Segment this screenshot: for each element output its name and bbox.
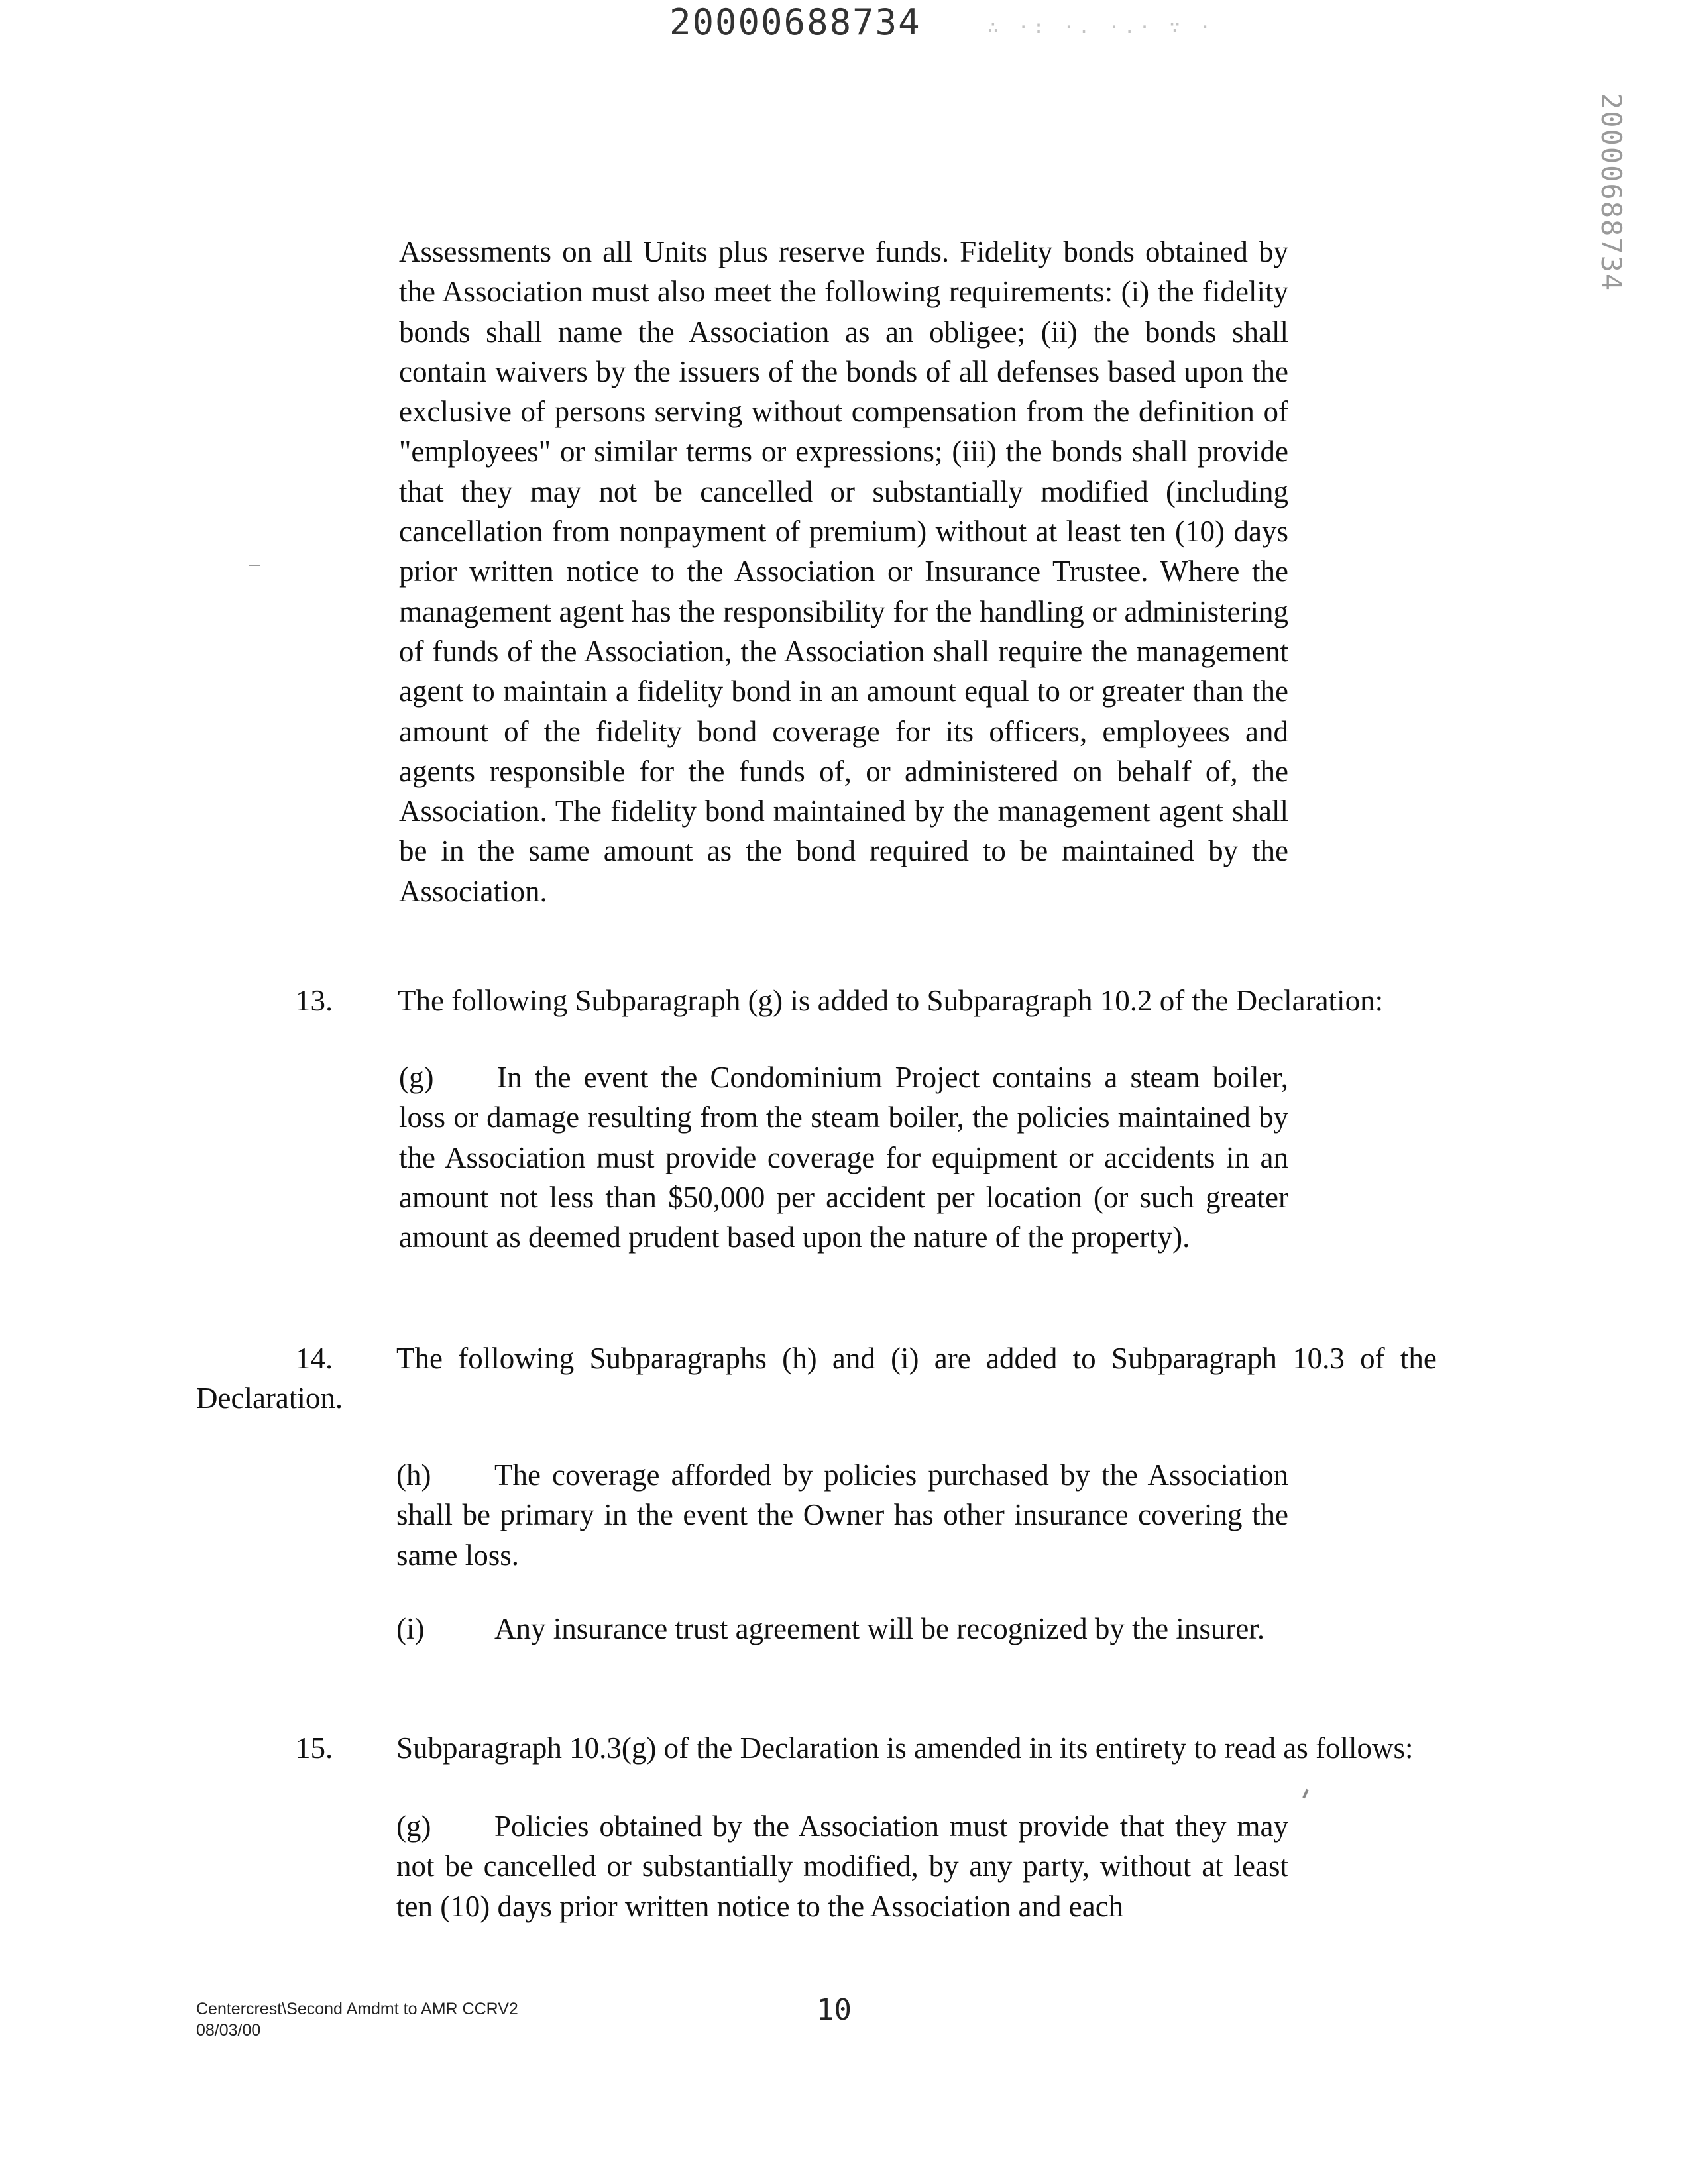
margin-tick-mark [1302,1789,1309,1798]
section-14-intro-continued: Declaration. [196,1382,343,1415]
sub-text: In the event the Condominium Project contains a steam boiler, loss or damage resulting from the steam boiler, the policies maintained by the Association must provide coverage for equipment or accidents in an amount not less than $50,000 per accident per location (or such greater amount as deemed prudent based upon the nature of the property). [399,1061,1288,1254]
sub-text: The coverage afforded by policies purchased by the Association shall be primary in the event the Owner has other insurance covering the same loss. [396,1458,1288,1572]
sub-text: Any insurance trust agreement will be recognized by the insurer. [494,1612,1265,1645]
continuation-paragraph: Assessments on all Units plus reserve funds. Fidelity bonds obtained by the Association must also meet the following requirements: (i) the fidelity bonds shall name the Association as an obligee; (ii) the bonds shall contain waivers by the issuers of the bonds of all defenses based upon the exclusive of persons serving without compensation from the definition of "employees" or similar terms or expressions; (iii) the bonds shall provide that they may not be cancelled or substantially modified (including cancellation from nonpayment of premium) without at least ten (10) days prior written notice to the Association or Insurance Trustee. Where the management agent has the responsibility for the handling or administering of funds of the Association, the Association shall require the management agent to maintain a fidelity bond in an amount equal to or greater than the amount of the fidelity bond coverage for its officers, employees and agents responsible for the funds of, or administered on behalf of, the Association. The fidelity bond maintained by the management agent shall be in the same amount as the bond required to be maintained by the Association. [399,235,1288,908]
footer-file-path: Centercrest\Second Amdmt to AMR CCRV2 [196,2000,518,2018]
section-14-sub-h [396,1455,1288,1575]
sub-letter: (g) [396,1810,431,1843]
sub-letter: (g) [399,1061,434,1094]
document-number: 20000688734 [669,1,921,43]
section-13-number: 13. [296,984,333,1017]
footer-file-info [196,1998,518,2041]
section-13-intro: The following Subparagraph (g) is added to Subparagraph 10.2 of the Declaration: [398,984,1384,1017]
section-14-number: 14. [296,1342,333,1375]
sub-text: Policies obtained by the Association must provide that they may not be cancelled or substantially modified, by any party, without at least ten (10) days prior written notice to the Association and each [396,1810,1288,1923]
margin-dash-mark [249,565,260,566]
section-15-number: 15. [296,1731,333,1765]
section-14-intro: The following Subparagraphs (h) and (i) are added to Subparagraph 10.3 of the [396,1342,1437,1375]
sub-letter: (i) [396,1612,425,1645]
scan-noise: ∴ ·: ·. ·.· ∵ · [987,16,1215,38]
section-15-sub-g [396,1806,1288,1926]
section-15-intro: Subparagraph 10.3(g) of the Declaration is amended in its entirety to read as follows: [396,1731,1414,1765]
sub-letter: (h) [396,1458,431,1492]
side-document-stamp: 20000688734 [1595,92,1628,292]
footer-date: 08/03/00 [196,2021,261,2040]
section-14-sub-i [396,1609,1288,1649]
page-number: 10 [816,1993,852,2027]
section-13-sub-g [399,1058,1288,1257]
